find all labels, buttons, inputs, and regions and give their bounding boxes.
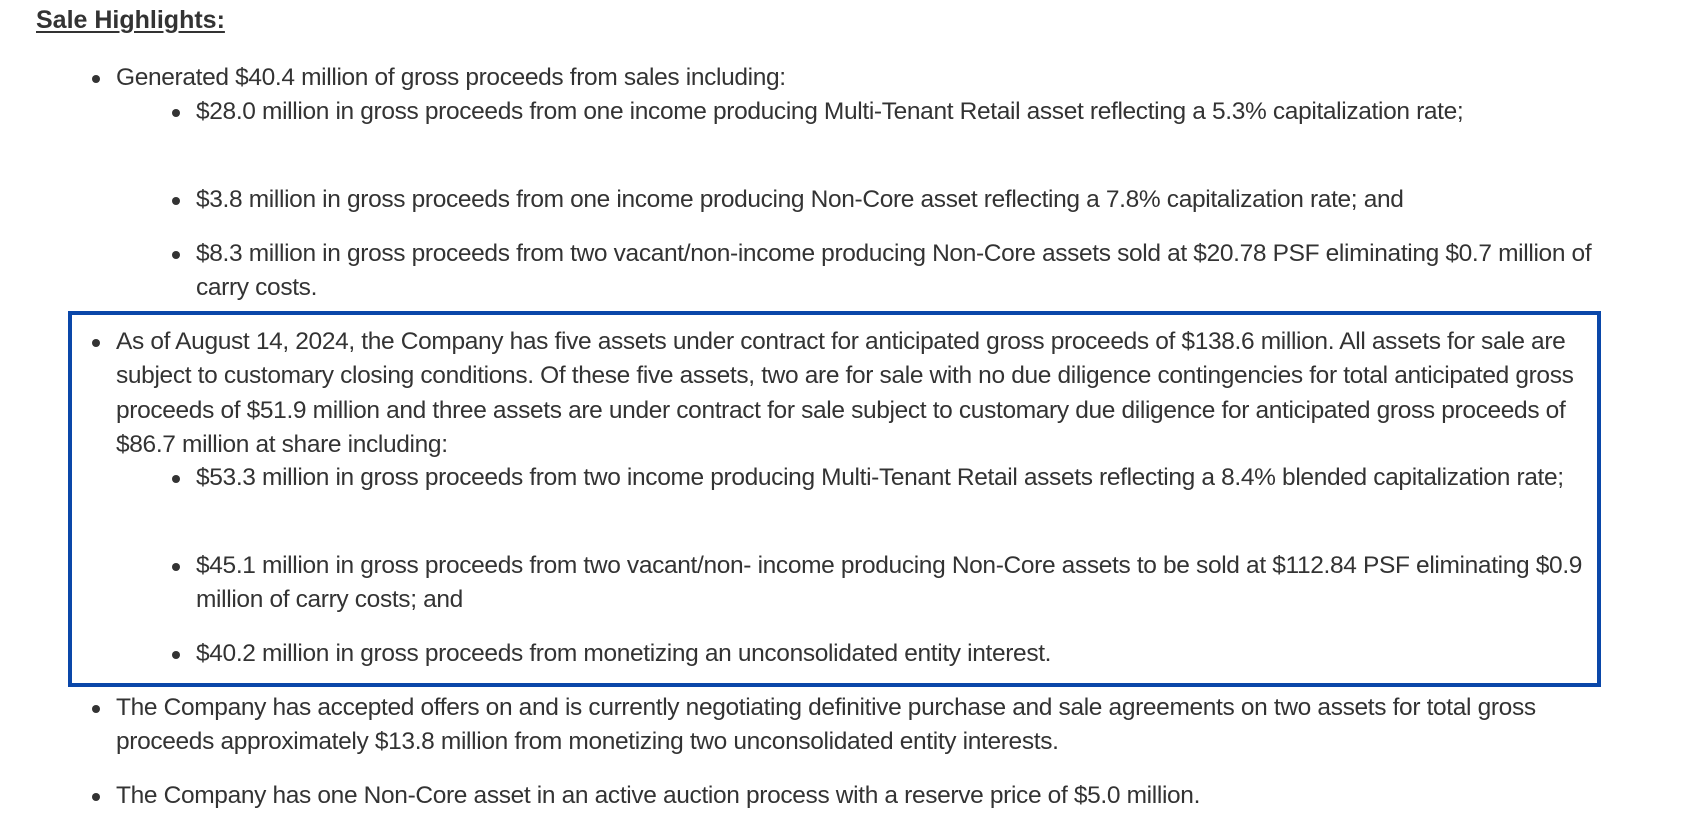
sub-bullet-multi-tenant-sale: $28.0 million in gross proceeds from one income producing Multi-Tenant Retail asset reflecting a 5.3% capitalization rate; (196, 95, 1606, 129)
section-heading: Sale Highlights: (36, 6, 225, 34)
sub-bullet-unconsolidated-interest: $40.2 million in gross proceeds from monetizing an unconsolidated entity interest. (196, 637, 1606, 671)
sub-bullet-vacant-sale: $8.3 million in gross proceeds from two vacant/non-income producing Non-Core assets sold at $20.78 PSF eliminating $0.7 million of carry costs. (196, 237, 1606, 306)
bullet-gross-proceeds: Generated $40.4 million of gross proceeds from sales including: (116, 61, 1616, 95)
sub-bullet-vacant-contract: $45.1 million in gross proceeds from two vacant/non- income producing Non-Core assets to be sold at $112.84 PSF eliminating $0.9 million of carry costs; and (196, 549, 1591, 618)
bullet-under-contract: As of August 14, 2024, the Company has five assets under contract for anticipated gross proceeds of $138.6 million. All assets for sale are subject to customary closing conditions. Of these five assets, two are for sale with no due diligence contingencies for total anticipated gross proceeds of $51.9 million and three assets are under contract for sale subject to customary due diligence for anticipated gross proceeds of $86.7 million at share including: (116, 325, 1581, 462)
bullet-auction: The Company has one Non-Core asset in an active auction process with a reserve price of $5.0 million. (116, 779, 1616, 813)
sub-bullet-multi-tenant-contract: $53.3 million in gross proceeds from two income producing Multi-Tenant Retail assets reflecting a 8.4% blended capitalization rate; (196, 461, 1581, 495)
sub-bullet-non-core-sale: $3.8 million in gross proceeds from one income producing Non-Core asset reflecting a 7.8% capitalization rate; and (196, 183, 1606, 217)
bullet-accepted-offers: The Company has accepted offers on and is currently negotiating definitive purchase and sale agreements on two assets for total gross proceeds approximately $13.8 million from monetizing two unconsolidated entity interests. (116, 691, 1616, 760)
